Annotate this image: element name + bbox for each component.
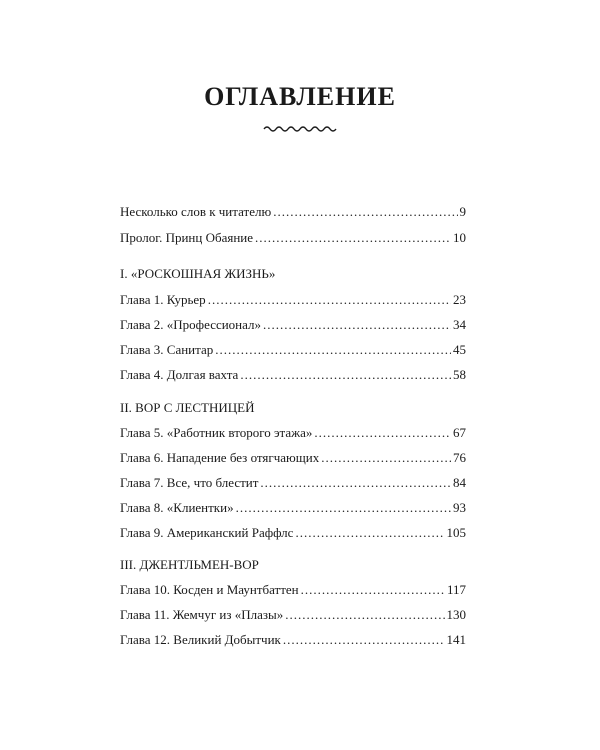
section-heading: II. ВОР С ЛЕСТНИЦЕЙ	[120, 400, 255, 415]
toc-entry-title: Глава 11. Жемчуг из «Плазы»	[120, 607, 284, 622]
toc-entry-page: 10	[453, 230, 466, 245]
toc-entry-page: 84	[453, 475, 466, 490]
toc-entry-page: 117	[446, 582, 466, 597]
toc-entry-page: 67	[453, 425, 466, 440]
page-title: ОГЛАВЛЕНИЕ	[204, 82, 396, 111]
toc-entry-page: 58	[453, 367, 466, 382]
toc-entry-page: 93	[453, 500, 466, 515]
section-heading: I. «РОСКОШНАЯ ЖИЗНЬ»	[120, 266, 276, 281]
toc-entry[interactable]	[120, 582, 466, 600]
section-heading: III. ДЖЕНТЛЬМЕН-ВОР	[120, 557, 259, 572]
dot-leader	[295, 525, 444, 541]
toc-entry-page: 23	[453, 292, 466, 307]
toc-entry[interactable]	[120, 525, 466, 543]
toc-entry[interactable]	[120, 425, 466, 443]
toc-entry[interactable]	[120, 342, 466, 360]
toc-entry[interactable]	[120, 500, 466, 518]
toc-entry-title: Глава 12. Великий Добытчик	[120, 632, 281, 647]
toc-entry[interactable]	[120, 292, 466, 310]
dot-leader	[301, 582, 445, 598]
dot-leader	[240, 367, 451, 383]
dot-leader	[255, 230, 451, 246]
dot-leader	[273, 204, 457, 220]
dot-leader	[215, 342, 451, 358]
toc-entry-title: Глава 7. Все, что блестит	[120, 475, 259, 490]
dot-leader	[285, 607, 444, 623]
toc-entry-title: Глава 3. Санитар	[120, 342, 214, 357]
toc-entry-page: 76	[453, 450, 466, 465]
toc-entry-title: Несколько слов к читателю	[120, 204, 272, 219]
toc-entry[interactable]	[120, 632, 466, 650]
dot-leader	[260, 475, 451, 491]
toc-entry-title: Глава 1. Курьер	[120, 292, 206, 307]
dot-leader	[263, 317, 451, 333]
toc-entry-title: Пролог. Принц Обаяние	[120, 230, 254, 245]
toc-entry-page: 130	[446, 607, 466, 622]
toc-entry[interactable]	[120, 450, 466, 468]
toc-entry-page: 141	[446, 632, 466, 647]
toc-entry-page: 105	[446, 525, 466, 540]
wave-ornament-icon	[262, 124, 338, 134]
dot-leader	[208, 292, 451, 308]
toc-entry[interactable]	[120, 475, 466, 493]
toc-entry-page: 45	[453, 342, 466, 357]
toc-entry-title: Глава 5. «Работник второго этажа»	[120, 425, 313, 440]
dot-leader	[314, 425, 451, 441]
dot-leader	[236, 500, 451, 516]
toc-entry[interactable]	[120, 607, 466, 625]
toc-entry[interactable]	[120, 204, 466, 222]
toc-entry-page: 34	[453, 317, 466, 332]
toc-entry[interactable]	[120, 367, 466, 385]
toc-entry[interactable]	[120, 230, 466, 248]
toc-entry-page: 9	[459, 204, 466, 219]
toc-entry[interactable]	[120, 317, 466, 335]
toc-entry-title: Глава 10. Косден и Маунтбаттен	[120, 582, 299, 597]
toc-entry-title: Глава 8. «Клиентки»	[120, 500, 234, 515]
toc-entry-title: Глава 6. Нападение без отягчающих	[120, 450, 320, 465]
toc-entry-title: Глава 2. «Профессионал»	[120, 317, 262, 332]
dot-leader	[283, 632, 445, 648]
dot-leader	[321, 450, 451, 466]
toc-entry-title: Глава 9. Американский Раффлс	[120, 525, 294, 540]
toc-entry-title: Глава 4. Долгая вахта	[120, 367, 239, 382]
